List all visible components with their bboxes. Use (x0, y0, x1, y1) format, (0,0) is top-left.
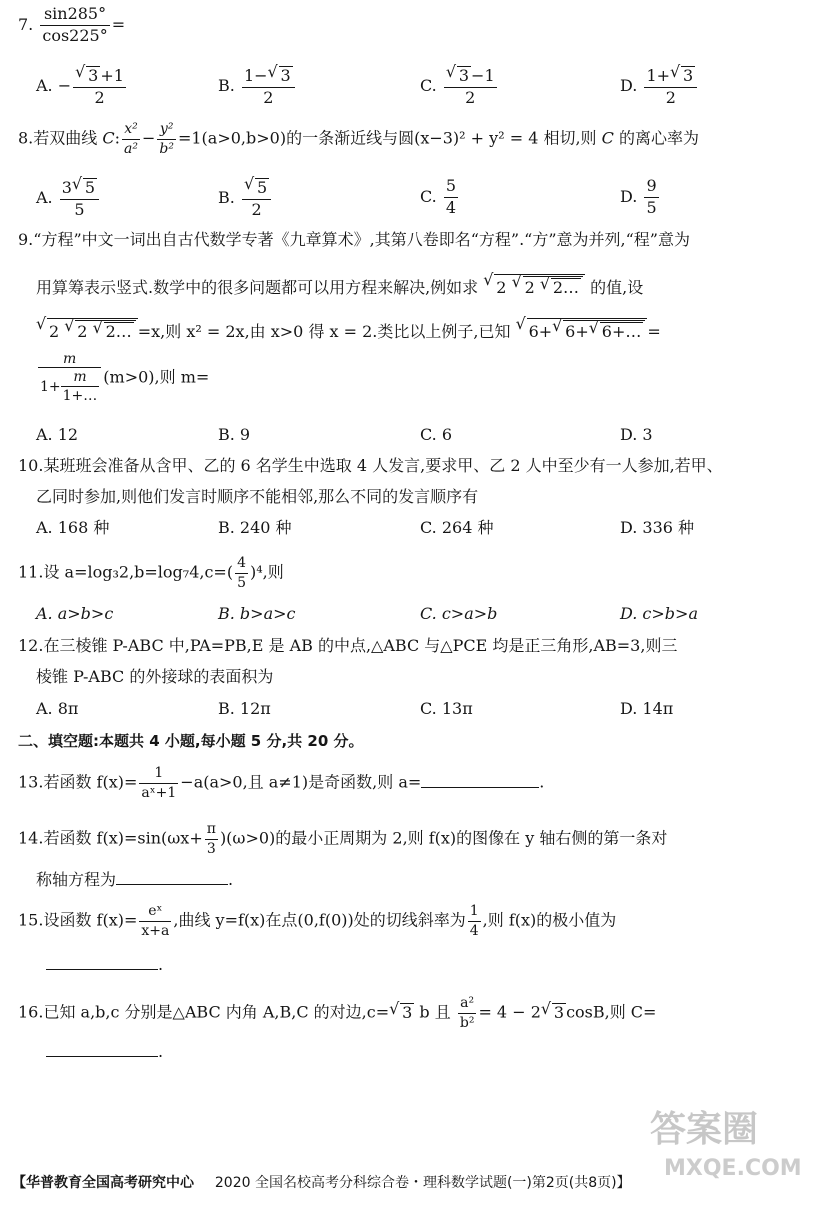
q7-option-d: D. $\frac{1+√ 3}{2}$ (620, 66, 699, 107)
q9-line-1: 9.“方程”中文一词出自古代数学专著《九章算术》,其第八卷即名“方程”.“方”意为并列,“程”意为 (18, 230, 690, 249)
q9-option-b: B. 9 (218, 425, 251, 444)
question-15: 15.设函数 f(x)= $\frac{\text{eˣ}}{x+a}$ ,曲线 y=f(x)在点(0,f(0))处的切线斜率为 $\frac{1}{4}$ ,则 f(x)的极小值为 (18, 903, 617, 939)
sqrt-symbol: √ 3 (541, 1003, 566, 1021)
q8-option-a: A. $\frac{3√ 5}{5}$ (36, 178, 101, 219)
q10-line-1: 10.某班班会准备从含甲、乙的 6 名学生中选取 4 人发言,要求甲、乙 2 人中至少有一人参加,若甲、 (18, 456, 723, 475)
question-16: 16.已知 a,b,c 分别是△ABC 内角 A,B,C 的对边,c=√ 3 b 且 $\frac{\text{a²}}{\text{b²}}$ = 4 − 2√ 3 cosB,则 C= (18, 996, 656, 1030)
footer-page: 第2页(共8页)】 (531, 1175, 631, 1191)
q9-option-c: C. 6 (420, 425, 453, 444)
q8-option-b: B. √ $\frac{5}{2}$ (218, 178, 273, 219)
q9-line-4: m 1+ $\frac{m}{1+\dots}$ (m>0),则 m= (40, 351, 210, 405)
section-heading: 二、填空题:本题共 4 小题,每小题 5 分,共 20 分。 (18, 732, 364, 750)
footer-left: 【华普教育全国高考研究中心 (12, 1175, 194, 1191)
q10-option-c: C. 264 种 (420, 518, 494, 537)
q12-option-d: D. 14π (620, 699, 674, 718)
q16-line-2: . (46, 1044, 163, 1060)
watermark-url: MXQE.COM (664, 1156, 802, 1181)
watermark-logo: 答案圈 (650, 1109, 759, 1150)
q10-line-2: 乙同时参加,则他们发言时顺序不能相邻,那么不同的发言顺序有 (36, 487, 479, 506)
q15-answer-blank[interactable] (46, 969, 158, 970)
q10-option-b: B. 240 种 (218, 518, 292, 537)
footer-right: 2020 全国名校高考分科综合卷・理科数学试题(一) (214, 1175, 532, 1191)
question-13: 13.若函数 f(x)= $\frac{1}{\text{aˣ+1}}$ −a(a>0,且 a≠1)是奇函数,则 a= . (18, 765, 545, 801)
sqrt-symbol: √ 3 (670, 66, 695, 85)
q11-option-a: A. a>b>c (36, 604, 114, 623)
q9-line-3: √ 2 √ 2 √ 2… =x,则 x² = 2x,由 x>0 得 x = 2.类比以上例子,已知 √ 6+√ 6+√ 6+… = (36, 318, 661, 340)
q10-option-d: D. 336 种 (620, 518, 695, 537)
sqrt-symbol: √ 3 (75, 66, 100, 85)
continued-fraction: m 1+ $\frac{m}{1+\dots}$ (38, 352, 101, 404)
q15-line-2: . (46, 957, 163, 973)
nested-sqrt: √ 6+√ 6+√ 6+… (516, 318, 648, 340)
q9-option-d: D. 3 (620, 425, 653, 444)
q8-option-d: D. $\frac{9}{5}$ (620, 176, 657, 217)
q7-option-a: A. − √ $\frac{3 +1}{2}$ (36, 66, 128, 107)
question-14: 14.若函数 f(x)=sin(ωx+ $\frac{\pi}{3}$ )(ω>0)的最小正周期为 2,则 f(x)的图像在 y 轴右侧的第一条对 (18, 821, 668, 857)
q10-option-a: A. 168 种 (36, 518, 110, 537)
page-footer (12, 1176, 631, 1190)
question-7: 7. $\frac{\sin 285^\circ}{\cos 225^\circ}$ = (18, 4, 126, 45)
sqrt-symbol: √ 3 (389, 1003, 414, 1021)
sqrt-symbol: √ 3 (446, 66, 471, 85)
question-8: 8.若双曲线 C: $\frac{\text{x²}}{\text{a²}}$ − $\frac{\text{y²}}{\text{b²}}$ =1(a>0,b>0)的一条渐近线与圆(x−3)² + y² = 4 相切,则 C 的离心率为 (18, 121, 700, 157)
q12-line-2: 棱锥 P-ABC 的外接球的表面积为 (36, 667, 274, 686)
q11-option-d: D. c>b>a (620, 604, 698, 623)
q11-option-b: B. b>a>c (218, 604, 296, 623)
nested-sqrt: √ 2 √ 2 √ 2… (483, 274, 585, 296)
q12-option-b: B. 12π (218, 699, 271, 718)
q16-answer-blank[interactable] (46, 1056, 158, 1057)
q9-line-2: 用算筹表示竖式.数学中的很多问题都可以用方程来解决,例如求 √ 2 √ 2 √ 2… 的值,设 (36, 274, 643, 296)
q12-option-a: A. 8π (36, 699, 79, 718)
question-11: 11.设 a=log₃2,b=log₇4,c=( $\frac{4}{5}$ )⁴,则 (18, 555, 284, 591)
q9-option-a: A. 12 (36, 425, 79, 444)
q13-answer-blank[interactable] (421, 787, 539, 788)
sqrt-symbol: √ 5 (72, 178, 97, 197)
q11-option-c: C. c>a>b (420, 604, 498, 623)
sqrt-symbol: √ 3 (268, 66, 293, 85)
q14-answer-blank[interactable] (116, 884, 228, 885)
nested-sqrt: √ 2 √ 2 √ 2… (36, 318, 138, 340)
q7-option-c: C. √ $\frac{3 -1}{2}$ (420, 66, 499, 107)
q12-option-c: C. 13π (420, 699, 473, 718)
q12-line-1: 12.在三棱锥 P-ABC 中,PA=PB,E 是 AB 的中点,△ABC 与△PCE 均是正三角形,AB=3,则三 (18, 636, 678, 655)
q14-line-2: 称轴方程为 . (36, 870, 234, 889)
q8-option-c: C. $\frac{5}{4}$ (420, 176, 457, 217)
q7-stem-fraction: $\frac{\sin 285^\circ}{\cos 225^\circ}$ (42, 4, 108, 45)
q7-option-b: B. $\frac{1-√ 3}{2}$ (218, 66, 297, 107)
sqrt-symbol: √ 5 (244, 178, 269, 197)
